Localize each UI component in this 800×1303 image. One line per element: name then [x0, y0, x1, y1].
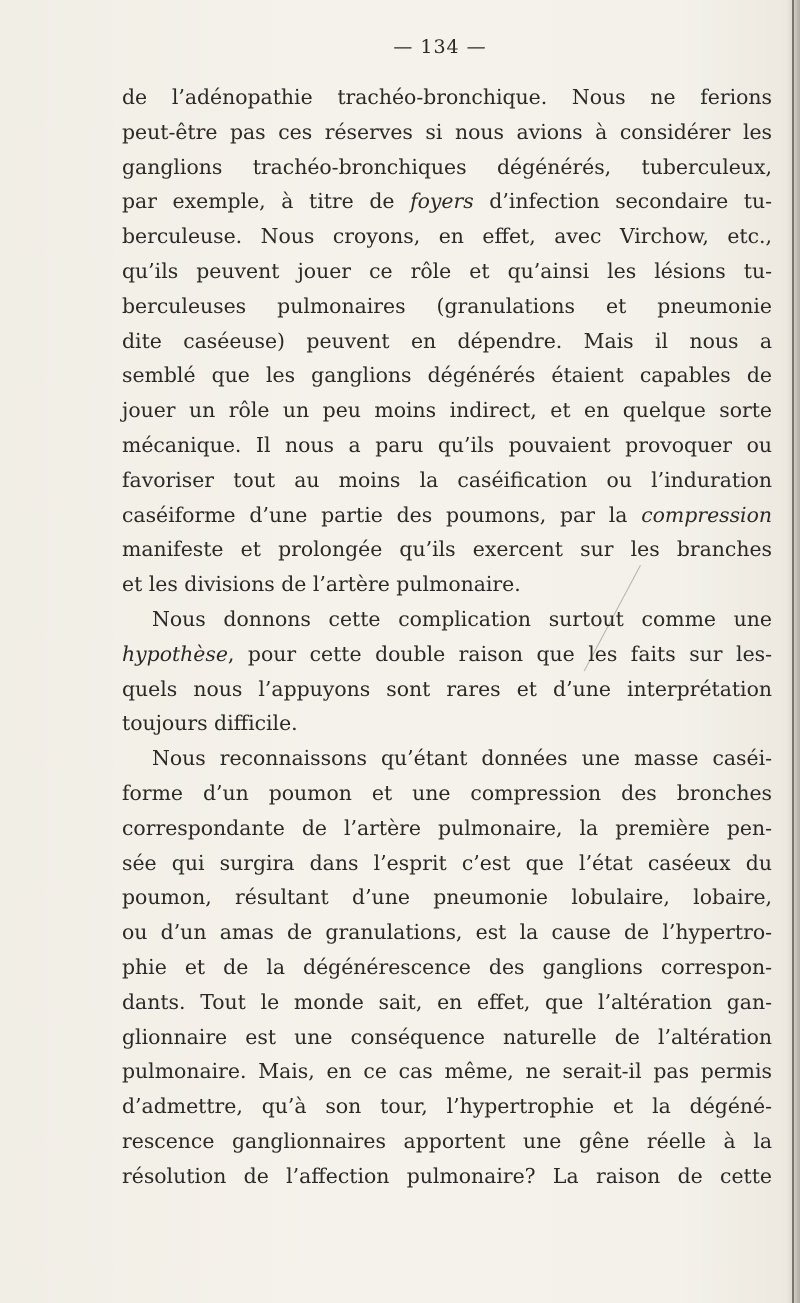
- text-span: d’infection secondaire tu-: [473, 189, 772, 214]
- text-line: qu’ils peuvent jouer ce rôle et qu’ainsi les lésions tu-: [122, 258, 772, 283]
- text-line: glionnaire est une conséquence naturelle de l’altération: [122, 1024, 772, 1049]
- text-line: peut-être pas ces réserves si nous avions à considérer les: [122, 119, 772, 144]
- italic-term: foyers: [410, 189, 474, 214]
- page-number: — 134 —: [393, 36, 487, 58]
- text-line: berculeuse. Nous croyons, en effet, avec Virchow, etc.,: [122, 224, 772, 249]
- text-span: caséiforme d’une partie des poumons, par la: [122, 502, 642, 527]
- text-line: manifeste et prolongée qu’ils exercent sur les branches: [122, 537, 772, 562]
- text-line: quels nous l’appuyons sont rares et d’une interprétation: [122, 676, 772, 701]
- text-span: par exemple, à titre de: [122, 189, 411, 214]
- text-line: et les divisions de l’artère pulmonaire.: [122, 572, 521, 597]
- text-line: dants. Tout le monde sait, en effet, que l’altération gan-: [122, 989, 772, 1014]
- text-line: ou d’un amas de granulations, est la cause de l’hypertro-: [122, 920, 772, 945]
- text-line: dite caséeuse) peuvent en dépendre. Mais il nous a: [122, 328, 772, 353]
- text-line: toujours difficile.: [122, 711, 298, 736]
- text-line: d’admettre, qu’à son tour, l’hypertrophie et la dégéné-: [122, 1094, 772, 1119]
- text-line: pulmonaire. Mais, en ce cas même, ne serait-il pas permis: [122, 1059, 772, 1084]
- text-line: [122, 184, 772, 219]
- text-line: poumon, résultant d’une pneumonie lobulaire, lobaire,: [122, 885, 772, 910]
- text-line: [122, 498, 772, 533]
- text-line: de l’adénopathie trachéo-bronchique. Nous ne ferions: [122, 85, 772, 109]
- text-line: correspondante de l’artère pulmonaire, la première pen-: [122, 815, 772, 840]
- text-line: sée qui surgira dans l’esprit c’est que l’état caséeux du: [122, 850, 772, 875]
- text-line: Nous donnons cette complication surtout comme une: [152, 606, 772, 631]
- text-line: [122, 637, 772, 672]
- italic-term: hypothèse: [122, 641, 228, 666]
- text-span: , pour cette double raison que les faits sur les-: [227, 641, 772, 666]
- body-text: [122, 80, 772, 1194]
- text-line: rescence ganglionnaires apportent une gêne réelle à la: [122, 1128, 772, 1153]
- text-line: résolution de l’affection pulmonaire? La raison de cette: [122, 1163, 772, 1188]
- text-line: Nous reconnaissons qu’étant données une masse caséi-: [152, 746, 772, 771]
- text-line: favoriser tout au moins la caséification ou l’induration: [122, 467, 772, 492]
- text-line: ganglions trachéo-bronchiques dégénérés, tuberculeux,: [122, 154, 772, 179]
- italic-term: compression: [641, 502, 772, 527]
- text-line: phie et de la dégénérescence des ganglions correspon-: [122, 954, 772, 979]
- text-line: semblé que les ganglions dégénérés étaient capables de: [122, 363, 772, 388]
- text-line: berculeuses pulmonaires (granulations et pneumonie: [122, 293, 772, 318]
- page-edge-line: [792, 0, 794, 1303]
- text-line: mécanique. Il nous a paru qu’ils pouvaient provoquer ou: [122, 432, 772, 457]
- text-line: jouer un rôle un peu moins indirect, et en quelque sorte: [122, 398, 772, 423]
- text-line: forme d’un poumon et une compression des bronches: [122, 780, 772, 805]
